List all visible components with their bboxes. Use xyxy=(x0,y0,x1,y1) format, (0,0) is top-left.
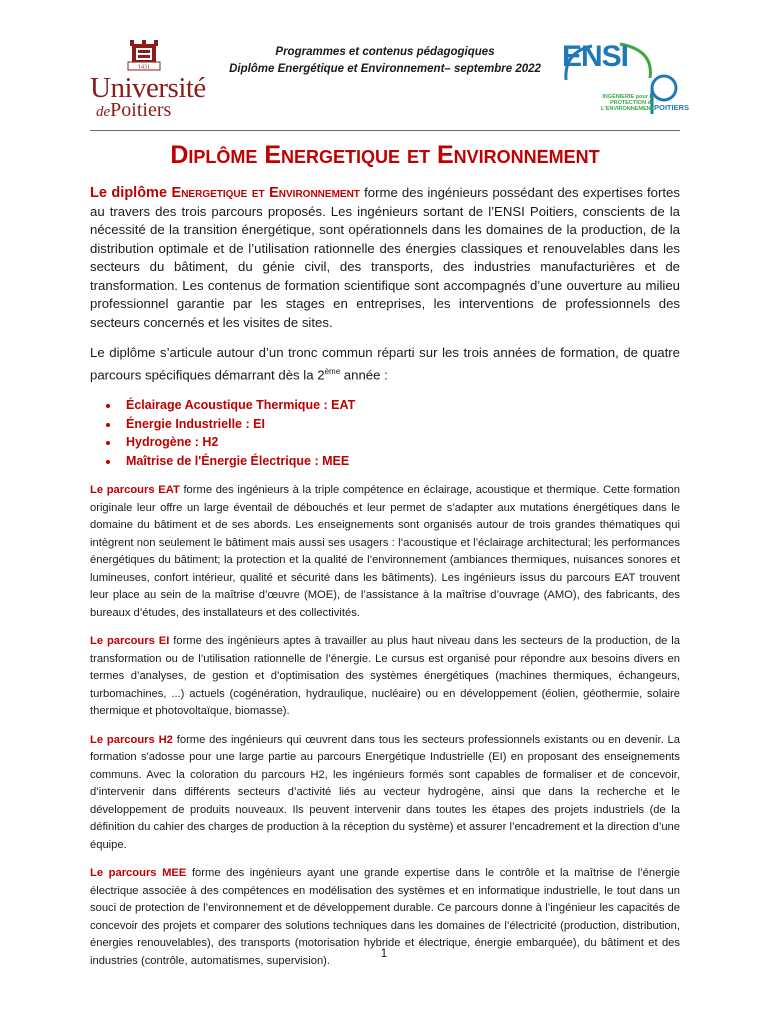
header-line-diplome: Diplôme Energétique et Environnement– septembre 2022 xyxy=(229,63,541,75)
list-item: • Maîtrise de l'Énergie Électrique : MEE xyxy=(120,452,680,471)
header-line-programmes: Programmes et contenus pédagogiques xyxy=(275,46,495,58)
list-item: • Énergie Industrielle : EI xyxy=(120,415,680,434)
ensi-tagline: INGÉNIERIE pour la PROTECTION de L'ENVIRONNEMENT xyxy=(601,94,654,112)
parcours-list xyxy=(90,396,680,470)
document-body xyxy=(90,184,680,981)
intro-lead-prefix: Le diplôme xyxy=(90,185,172,201)
parcours-ei-lead: Le parcours EI xyxy=(90,635,170,648)
intro-paragraph-text: forme des ingénieurs possédant des expertises fortes au travers des trois parcours proposés. Les ingénieurs sortant de l’ENSI Poitiers, conscients de la nécessité de la transition énergétique, sont opérationnels dans les domaines de la production, de la distribution optimale et de l’utilisation rationnelle des énergies classiques et renouvelables dans les secteurs du bâtiment, du génie civil, des transports, des industries manufacturières et de transformation. Les contenus de formation scientifique sont accompagnés d’une ouverture au milieu professionnel garantie par les stages en entreprises, les interventions de professionnels des secteurs concernés et les visites de sites. xyxy=(90,185,680,330)
header-text xyxy=(220,44,550,78)
structure-text-start: Le diplôme s’articule autour d’un tronc commun réparti sur les trois années de formation, de quatre parcours spécifiques démarrant dès la 2 xyxy=(90,345,680,382)
page-number: 1 xyxy=(380,948,388,960)
parcours-mee-lead: Le parcours MEE xyxy=(90,867,187,880)
crest-year: 1431 xyxy=(138,64,150,71)
list-item: • Éclairage Acoustique Thermique : EAT xyxy=(120,396,680,415)
parcours-h2-lead: Le parcours H2 xyxy=(90,733,173,746)
list-item: • Hydrogène : H2 xyxy=(120,433,680,452)
intro-paragraph xyxy=(90,184,680,332)
parcours-h2-paragraph xyxy=(90,732,680,855)
parcours-eat-paragraph xyxy=(90,482,680,622)
university-poitiers: Poitiers xyxy=(110,99,172,121)
header-divider xyxy=(90,130,680,131)
ensi-wordmark: ENSI xyxy=(562,40,629,73)
parcours-eat-lead: Le parcours EAT xyxy=(90,484,180,497)
intro-lead xyxy=(90,185,360,201)
crest-icon xyxy=(126,40,162,74)
university-city xyxy=(96,100,171,122)
page-title: Diplôme Energetique et Environnement xyxy=(170,141,600,169)
ensi-poitiers-logo xyxy=(560,40,690,120)
intro-lead-name: Energetique et Environnement xyxy=(171,185,360,201)
universite-poitiers-logo xyxy=(90,40,208,121)
university-name: Université xyxy=(90,72,206,104)
parcours-ei-paragraph xyxy=(90,633,680,721)
parcours-ei-text: forme des ingénieurs aptes à travailler au plus haut niveau dans les secteurs de la production, de la transformation ou de l’utilisation rationnelle de l’énergie. Le cursus est organisé pour répondre aux besoins divers en termes d’analyses, de gestion et d’optimisation des systèmes énergétiques (machines thermiques, échangeurs, turbomachines, ...) actuels (cogénération, hydraulique, nucléaire) ou en développement (éolien, géothermie, solaire thermique et photovoltaïque, biomasse). xyxy=(90,635,681,718)
parcours-mee-text: forme des ingénieurs ayant une grande expertise dans le contrôle et la maîtrise de l’énergie électrique associée à des compétences en modélisation des systèmes et en informatique industrielle, le tout dans un souci de protection de l’environnement et de développement durable. Ce parcours donne à l’ingénieur les capacités de concevoir des projets et comparer des solutions techniques dans les domaines de l’électricité (production, distribution, énergies renouvelables), des transports (motorisation hybride et électrique, énergie embarquée), du bâtiment et des industries (contrôle, automatismes, supervision). xyxy=(90,867,680,967)
structure-superscript: ème xyxy=(324,366,341,376)
structure-paragraph xyxy=(90,344,680,384)
parcours-h2-text: forme des ingénieurs qui œuvrent dans tous les secteurs professionnels existants ou en devenir. La formation s'adosse pour une large partie au parcours Energétique Industrielle (EI) en proposant des enseignements communs. Avec la coloration du parcours H2, les ingénieurs formés sont capables de formaliser et de concevoir, d’intervenir dans différents secteurs d’activité liés au vecteur hydrogène, ainsi que dans la recherche et le développement de produits nouveaux. Ils peuvent intervenir dans toutes les étapes des projets industriels (de la définition du cahier des charges de production à la réception du système) et assurer l’encadrement et la direction d’une équipe. xyxy=(90,733,680,851)
structure-text-end: année : xyxy=(340,366,388,382)
ensi-city: POITIERS xyxy=(654,103,690,112)
university-de: de xyxy=(96,104,111,120)
parcours-eat-text: forme des ingénieurs à la triple compétence en éclairage, acoustique et thermique. Cette formation originale leur offre un large éventail de débouchés et leur permet de s’adapter aux mutations énergétiques dans le domaine du bâtiment et de ses abords. Les enseignements sont organisés autour de trois grandes thématiques qui intègrent non seulement le bâtiment mais aussi ses usagers : l’acoustique et l’éclairage architectural; les performances énergétiques du bâtiment; la protection et la qualité de l’environnement (ambiances thermiques, nuisances sonores et lumineuses, confort intérieur, qualité et sécurité dans les bâtiments). Les ingénieurs issus du parcours EAT trouvent leur place au sein de la maîtrise d’œuvre (MOE), de l’assistance à la maîtrise d’ouvrage (AMO), des fabricants, des bureaux d’études, des installateurs et des collectivités. xyxy=(90,484,680,619)
